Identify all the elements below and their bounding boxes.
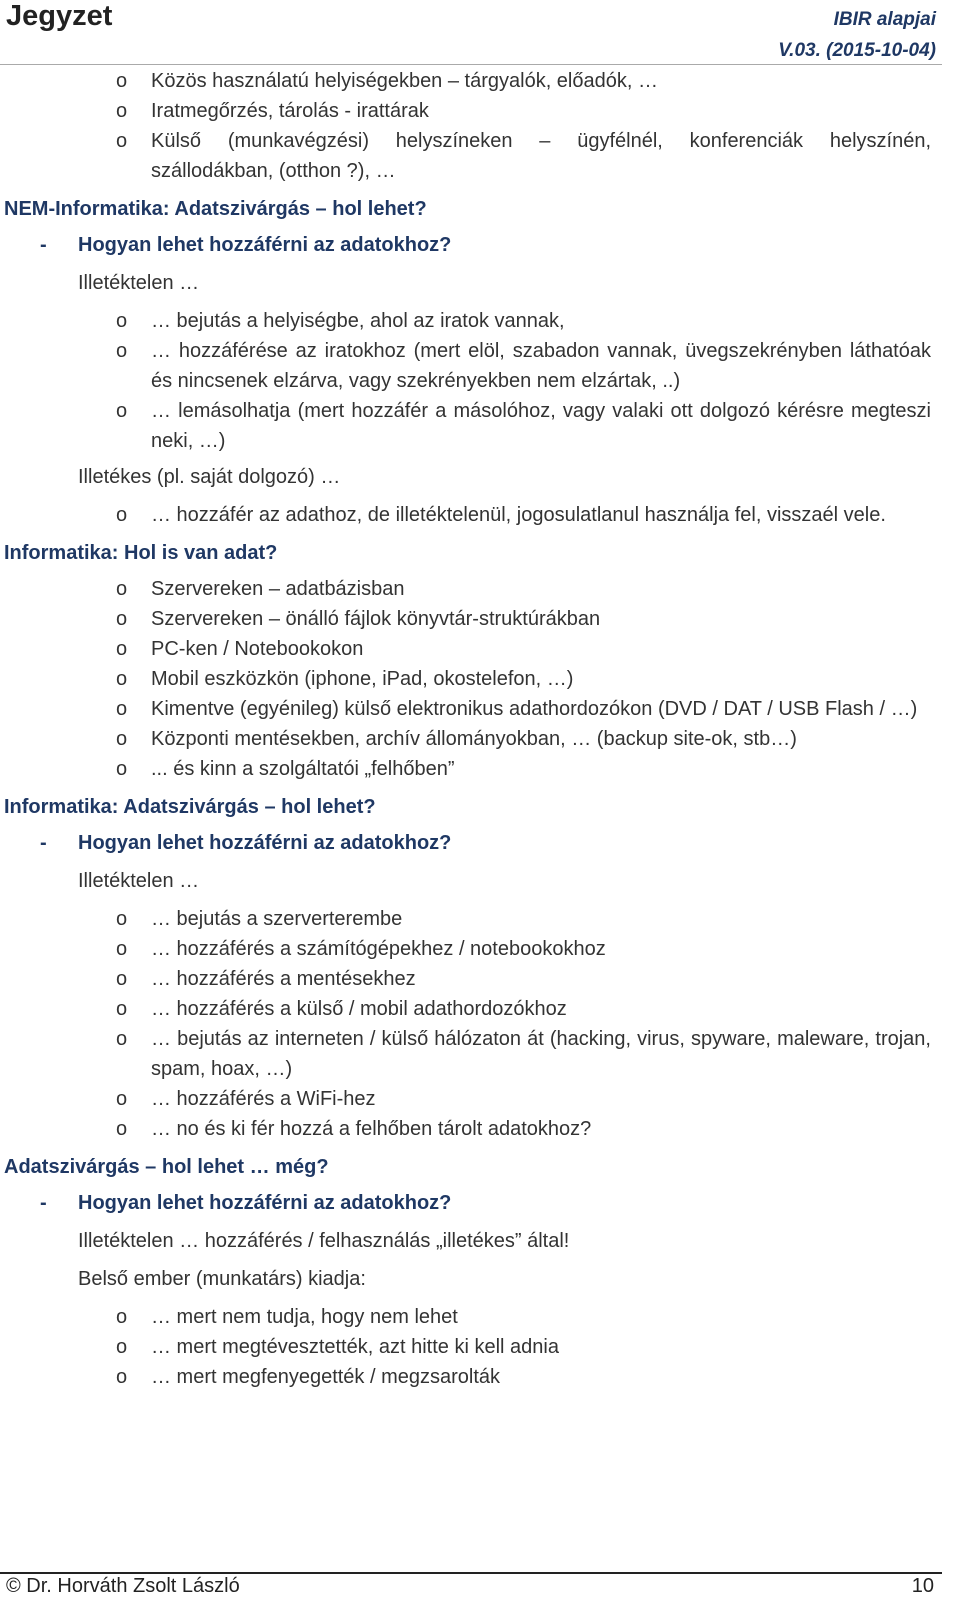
list-item: o … hozzáfér az adathoz, de illetéktelenül, jogosulatlanul használja fel, visszaél vele. bbox=[0, 500, 955, 530]
list-item: o … hozzáférés a külső / mobil adathordozókhoz bbox=[0, 994, 955, 1024]
list-item: o ... és kinn a szolgáltatói „felhőben” bbox=[0, 754, 955, 784]
list-item: o … hozzáférés a mentésekhez bbox=[0, 964, 955, 994]
bullet: o bbox=[116, 100, 128, 122]
unauthorized-list bbox=[0, 306, 955, 456]
list-item: o PC-ken / Notebookokon bbox=[0, 634, 955, 664]
bullet: o bbox=[116, 340, 128, 362]
bullet: o bbox=[116, 1366, 128, 1388]
bullet: o bbox=[116, 130, 128, 152]
list-item: o … mert megtévesztették, azt hitte ki kell adnia bbox=[0, 1332, 955, 1362]
list-item: o Kimentve (egyénileg) külső elektronikus adathordozókon (DVD / DAT / USB Flash / …) bbox=[0, 694, 955, 724]
authorized-list bbox=[0, 500, 955, 530]
list-item: o … bejutás a szerverterembe bbox=[0, 904, 955, 934]
section-heading: Adatszivárgás – hol lehet … még? bbox=[4, 1156, 329, 1178]
course-name: IBIR alapjai bbox=[833, 9, 936, 30]
it-leak-list bbox=[0, 904, 955, 1144]
list-item: o Iratmegőrzés, tárolás - irattárak bbox=[0, 96, 955, 126]
list-item: o Közös használatú helyiségekben – tárgyalók, előadók, … bbox=[0, 66, 955, 96]
page-content bbox=[0, 66, 955, 1398]
bullet: o bbox=[116, 400, 128, 422]
bullet: o bbox=[116, 938, 128, 960]
authorized-label: Illetékes (pl. saját dolgozó) … bbox=[78, 466, 341, 488]
page-number: 10 bbox=[911, 1575, 934, 1597]
list-item: o … hozzáférés a számítógépekhez / notebookokhoz bbox=[0, 934, 955, 964]
list-item: o … mert megfenyegették / megzsarolták bbox=[0, 1362, 955, 1392]
bullet: o bbox=[116, 1028, 128, 1050]
bullet: o bbox=[116, 998, 128, 1020]
bullet: o bbox=[116, 668, 128, 690]
header-meta bbox=[778, 4, 936, 66]
unauthorized-label: Illetéktelen … bbox=[78, 870, 200, 892]
list-item: o … mert nem tudja, hogy nem lehet bbox=[0, 1302, 955, 1332]
bullet: o bbox=[116, 968, 128, 990]
bullet: o bbox=[116, 1118, 128, 1140]
bullet: o bbox=[116, 728, 128, 750]
section-subheading: - Hogyan lehet hozzáférni az adatokhoz? bbox=[40, 234, 452, 256]
section-subheading: - Hogyan lehet hozzáférni az adatokhoz? bbox=[40, 1192, 452, 1214]
bullet: o bbox=[116, 638, 128, 660]
bullet: o bbox=[116, 698, 128, 720]
footer-divider bbox=[0, 1572, 942, 1574]
bullet: o bbox=[116, 908, 128, 930]
version-label: V.03. (2015-10-04) bbox=[778, 40, 936, 61]
insider-list bbox=[0, 1302, 955, 1392]
list-item: o … bejutás az interneten / külső hálózaton át (hacking, virus, spyware, maleware, trojan, spam, hoax, …) bbox=[0, 1024, 955, 1084]
paragraph: Belső ember (munkatárs) kiadja: bbox=[78, 1268, 366, 1290]
bullet: o bbox=[116, 70, 128, 92]
bullet: o bbox=[116, 504, 128, 526]
section-heading: Informatika: Hol is van adat? bbox=[4, 542, 278, 564]
section-heading: NEM-Informatika: Adatszivárgás – hol lehet? bbox=[4, 198, 427, 220]
list-item: o … bejutás a helyiségbe, ahol az iratok vannak, bbox=[0, 306, 955, 336]
list-item: o … hozzáférése az iratokhoz (mert elöl, szabadon vannak, üvegszekrényben láthatóak és nincsenek elzárva, vagy szekrényekben nem elzártak, ..) bbox=[0, 336, 955, 396]
bullet: o bbox=[116, 578, 128, 600]
list-item: o … no és ki fér hozzá a felhőben tárolt adatokhoz? bbox=[0, 1114, 955, 1144]
unauthorized-label: Illetéktelen … bbox=[78, 272, 200, 294]
bullet: o bbox=[116, 310, 128, 332]
list-item: o … hozzáférés a WiFi-hez bbox=[0, 1084, 955, 1114]
list-item: o Külső (munkavégzési) helyszíneken – ügyfélnél, konferenciák helyszínén, szállodákban, (otthon ?), … bbox=[0, 126, 955, 186]
bullet: o bbox=[116, 1336, 128, 1358]
header-divider bbox=[0, 64, 942, 65]
bullet: o bbox=[116, 758, 128, 780]
bullet: o bbox=[116, 1088, 128, 1110]
intro-list bbox=[0, 66, 955, 186]
list-item: o Szervereken – adatbázisban bbox=[0, 574, 955, 604]
section-heading: Informatika: Adatszivárgás – hol lehet? bbox=[4, 796, 376, 818]
bullet: o bbox=[116, 1306, 128, 1328]
document-title: Jegyzet bbox=[6, 0, 113, 32]
paragraph: Illetéktelen … hozzáférés / felhasználás „illetékes” által! bbox=[78, 1230, 570, 1252]
footer-author: © Dr. Horváth Zsolt László bbox=[6, 1575, 240, 1597]
list-item: o Szervereken – önálló fájlok könyvtár-struktúrákban bbox=[0, 604, 955, 634]
list-item: o Mobil eszközkön (iphone, iPad, okostelefon, …) bbox=[0, 664, 955, 694]
section-subheading: - Hogyan lehet hozzáférni az adatokhoz? bbox=[40, 832, 452, 854]
bullet: o bbox=[116, 608, 128, 630]
list-item: o Központi mentésekben, archív állományokban, … (backup site-ok, stb…) bbox=[0, 724, 955, 754]
list-item: o … lemásolhatja (mert hozzáfér a másolóhoz, vagy valaki ott dolgozó kérésre megteszi neki, …) bbox=[0, 396, 955, 456]
data-location-list bbox=[0, 574, 955, 784]
